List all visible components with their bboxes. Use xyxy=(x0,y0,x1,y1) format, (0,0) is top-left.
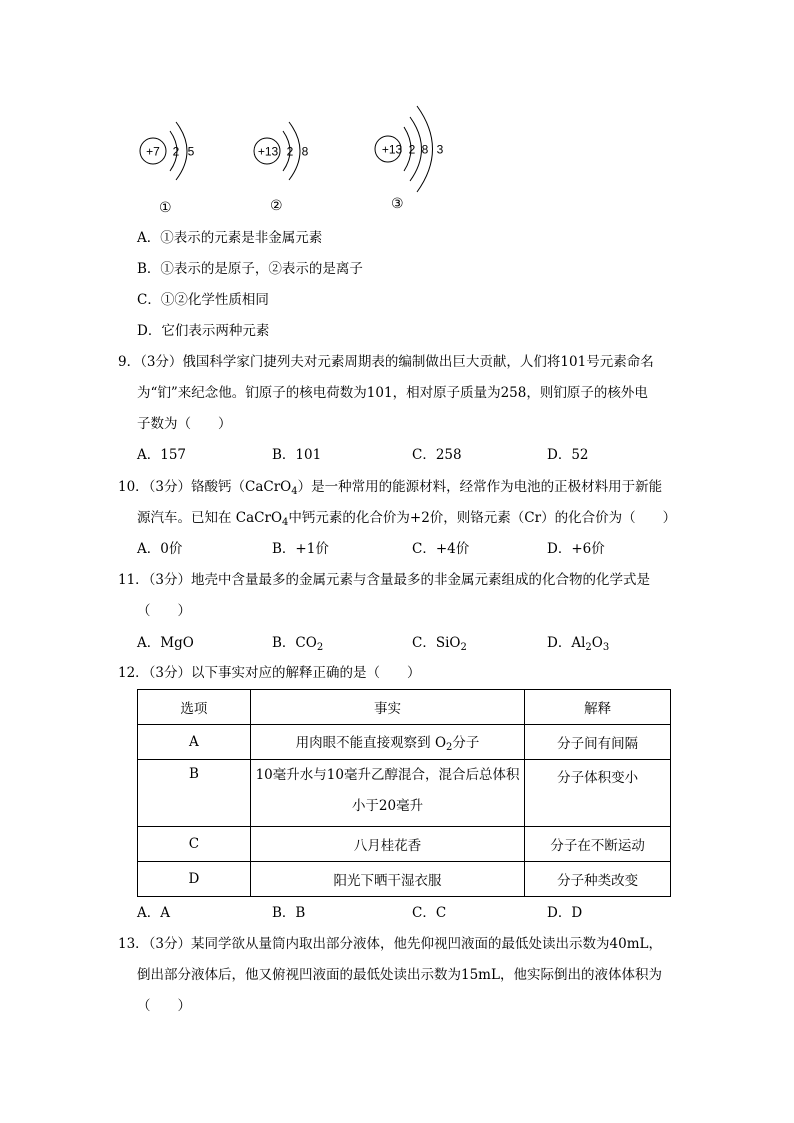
atom2-shell-2: 8 xyxy=(301,144,309,159)
q10-option-c: C．+4价 xyxy=(412,541,470,557)
header-explanation: 解释 xyxy=(525,690,671,725)
q13-stem-line-1: 13．（3分）某同学欲从量筒内取出部分液体，他先仰视凹液面的最低处读出示数为40mL， xyxy=(118,936,662,952)
q9-option-b: B．101 xyxy=(272,447,322,463)
row-b-fact: 10毫升水与10毫升乙醇混合，混合后总体积 小于20毫升 xyxy=(250,760,524,827)
q12-option-a: A．A xyxy=(137,905,170,921)
atom-diagram-3 xyxy=(375,106,444,192)
table-row xyxy=(138,760,671,827)
q11-stem-line-2: （ ） xyxy=(137,603,191,619)
q11-stem-line-1: 11．（3分）地壳中含量最多的金属元素与含量最多的非金属元素组成的化合物的化学式是 xyxy=(118,572,651,588)
row-a-option: A xyxy=(138,725,251,760)
atom-marker-2: ② xyxy=(270,198,283,214)
q12-option-c: C．C xyxy=(412,905,447,921)
q10-option-b: B．+1价 xyxy=(272,541,329,557)
atom-marker-3: ③ xyxy=(391,196,404,212)
row-a-explanation: 分子间有间隔 xyxy=(525,725,671,760)
q8-option-b: B．①表示的是原子，②表示的是离子 xyxy=(137,261,363,277)
atom2-shell-1: 2 xyxy=(286,144,294,159)
atom3-shell-1: 2 xyxy=(408,142,416,157)
q9-stem-line-3: 子数为（ ） xyxy=(137,416,232,432)
q10-stem-line-1: 10．（3分）铬酸钙（CaCrO$_4$）是一种常用的能源材料，经常作为电池的正极材料用于新能 xyxy=(118,479,663,497)
q13-stem-line-2: 倒出部分液体后，他又俯视凹液面的最低处读出示数为15mL，他实际倒出的液体体积为 xyxy=(137,967,662,983)
row-a-fact: 用肉眼不能直接观察到 $O_2$分子 xyxy=(250,725,524,760)
row-d-explanation: 分子种类改变 xyxy=(525,862,671,897)
atom3-shell-2: 8 xyxy=(421,142,429,157)
atom-marker-1: ① xyxy=(159,200,172,216)
q12-table xyxy=(137,689,671,897)
row-c-option: C xyxy=(138,827,251,862)
row-d-fact: 阳光下晒干湿衣服 xyxy=(250,862,524,897)
row-b-option: B xyxy=(138,760,251,827)
header-option: 选项 xyxy=(138,690,251,725)
table-row xyxy=(138,725,671,760)
atom1-shell-2: 5 xyxy=(187,144,195,159)
header-fact: 事实 xyxy=(250,690,524,725)
q9-option-c: C．258 xyxy=(412,447,462,463)
q10-option-a: A．0价 xyxy=(137,541,183,557)
q13-stem-line-3: （ ） xyxy=(137,998,191,1014)
table-header-row xyxy=(138,690,671,725)
row-d-option: D xyxy=(138,862,251,897)
q12-option-b: B．B xyxy=(272,905,306,921)
row-c-explanation: 分子在不断运动 xyxy=(525,827,671,862)
atom2-nucleus: +13 xyxy=(257,144,279,159)
atom3-nucleus: +13 xyxy=(381,142,403,157)
q10-stem-line-2: 源汽车。已知在 CaCrO$_4$中钙元素的化合价为+2价，则铬元素（Cr）的化合价为（ ） xyxy=(137,510,677,528)
q8-option-c: C．①②化学性质相同 xyxy=(137,292,269,308)
q11-option-c: C．SiO$_2$ xyxy=(412,635,467,653)
q10-option-d: D．+6价 xyxy=(547,541,605,557)
q9-option-a: A．157 xyxy=(137,447,187,463)
atom3-shell-3: 3 xyxy=(436,142,444,157)
atom1-nucleus: +7 xyxy=(146,144,160,159)
table-row xyxy=(138,827,671,862)
q9-stem-line-1: 9．（3分）俄国科学家门捷列夫对元素周期表的编制做出巨大贡献，人们将101号元素命名 xyxy=(118,354,654,370)
q11-option-b: B．$CO_2$ xyxy=(272,635,324,653)
q11-option-d: D．$Al_2O_3$ xyxy=(547,635,610,653)
atom-diagram-2 xyxy=(254,122,309,180)
q11-option-a: A．MgO xyxy=(137,635,194,651)
q8-option-d: D．它们表示两种元素 xyxy=(137,323,270,339)
q12-stem: 12．（3分）以下事实对应的解释正确的是（ ） xyxy=(118,665,421,681)
q8-option-a: A．①表示的元素是非金属元素 xyxy=(137,230,323,246)
q12-option-d: D．D xyxy=(547,905,583,921)
row-b-explanation: 分子体积变小 xyxy=(525,760,671,827)
row-c-fact: 八月桂花香 xyxy=(250,827,524,862)
atom-diagram-1 xyxy=(140,122,195,180)
q9-stem-line-2: 为“钔”来纪念他。钔原子的核电荷数为101，相对原子质量为258，则钔原子的核外电 xyxy=(137,385,648,401)
atom1-shell-1: 2 xyxy=(172,144,180,159)
q9-option-d: D．52 xyxy=(547,447,589,463)
table-row xyxy=(138,862,671,897)
